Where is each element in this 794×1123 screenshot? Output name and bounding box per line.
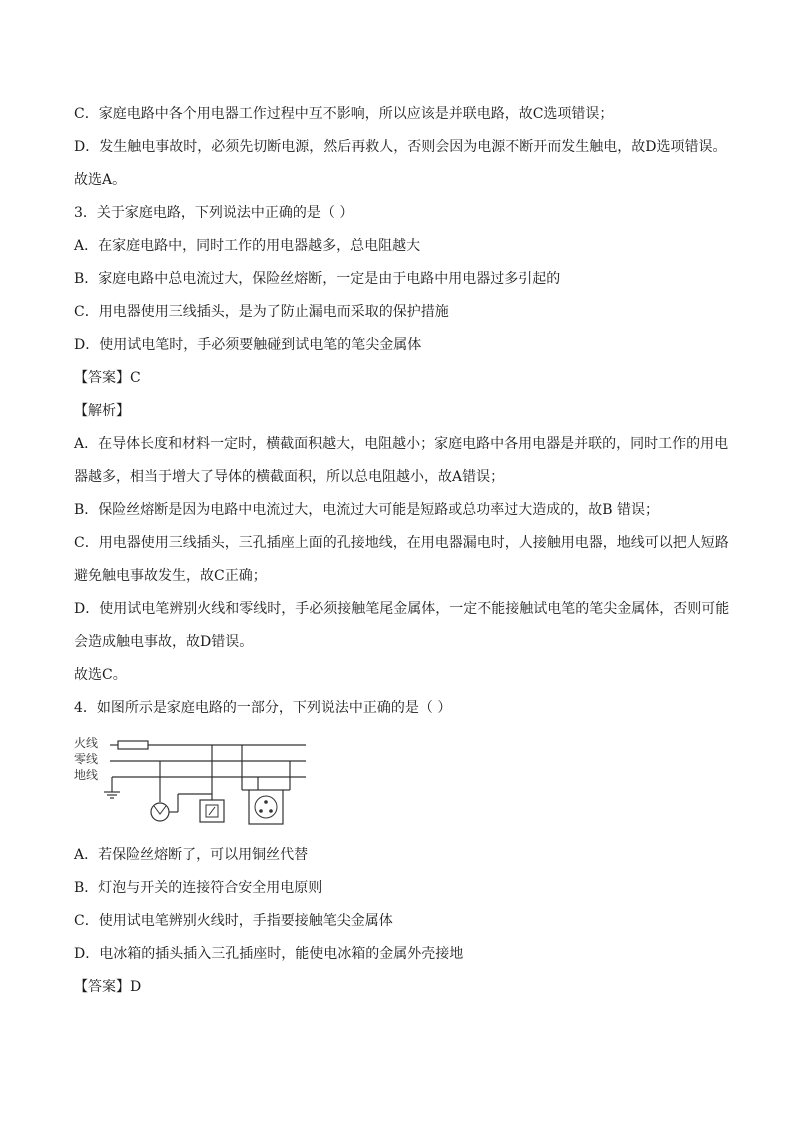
option-c: C．用电器使用三线插头，是为了防止漏电而采取的保护措施 [74, 304, 449, 320]
text-line: 故选C。 [74, 667, 127, 683]
text-line: 避免触电事故发生，故C正确； [74, 568, 267, 584]
light-bulb-icon [151, 803, 169, 821]
text-line: 故选A。 [74, 172, 127, 188]
question-3-stem: 3．关于家庭电路，下列说法中正确的是（ ） [74, 205, 354, 221]
option-a: A．若保险丝熔断了，可以用铜丝代替 [74, 847, 309, 863]
ground-wire-label: 地线 [74, 768, 99, 782]
answer-label: 【答案】C [74, 370, 141, 386]
text-line: D．发生触电事故时，必须先切断电源，然后再救人，否则会因为电源不断开而发生触电，故D选项错误。 [74, 139, 727, 155]
fuse-icon [118, 741, 148, 749]
text-line: A．在导体长度和材料一定时，横截面积越大，电阻越小；家庭电路中各用电器是并联的，同时工作的用电 [74, 436, 729, 452]
text-line: 会造成触电事故，故D错误。 [74, 634, 254, 650]
text-line: C．用电器使用三线插头，三孔插座上面的孔接地线，在用电器漏电时，人接触用电器，地线可以把人短路 [74, 535, 729, 551]
analysis-label: 【解析】 [74, 403, 130, 419]
three-pin-socket-icon [242, 745, 290, 824]
live-wire-label: 火线 [74, 736, 99, 750]
option-d: D．使用试电笔时，手必须要触碰到试电笔的笔尖金属体 [74, 337, 422, 353]
text-line: D．使用试电笔辨别火线和零线时，手必须接触笔尾金属体，一定不能接触试电笔的笔尖金属体，否则可能 [74, 601, 730, 617]
text-line: 器越多，相当于增大了导体的横截面积，所以总电阻越小，故A错误； [74, 469, 505, 485]
earth-icon [104, 777, 120, 798]
option-b: B．家庭电路中总电流过大，保险丝熔断，一定是由于电路中用电器过多引起的 [74, 271, 561, 287]
question-4-stem: 4．如图所示是家庭电路的一部分，下列说法中正确的是（ ） [74, 700, 452, 716]
option-a: A．在家庭电路中，同时工作的用电器越多，总电阻越大 [74, 238, 421, 254]
household-circuit-diagram [74, 734, 324, 830]
text-line: B．保险丝熔断是因为电路中电流过大，电流过大可能是短路或总功率过大造成的，故B 错误； [74, 502, 660, 518]
neutral-wire-label: 零线 [74, 752, 99, 766]
switch-icon [200, 745, 224, 822]
option-b: B．灯泡与开关的连接符合安全用电原则 [74, 880, 323, 896]
text-line: C．家庭电路中各个用电器工作过程中互不影响，所以应该是并联电路，故C选项错误； [74, 106, 614, 122]
option-d: D．电冰箱的插头插入三孔插座时，能使电冰箱的金属外壳接地 [74, 946, 464, 962]
answer-label: 【答案】D [74, 979, 142, 995]
option-c: C．使用试电笔辨别火线时，手指要接触笔尖金属体 [74, 913, 393, 929]
